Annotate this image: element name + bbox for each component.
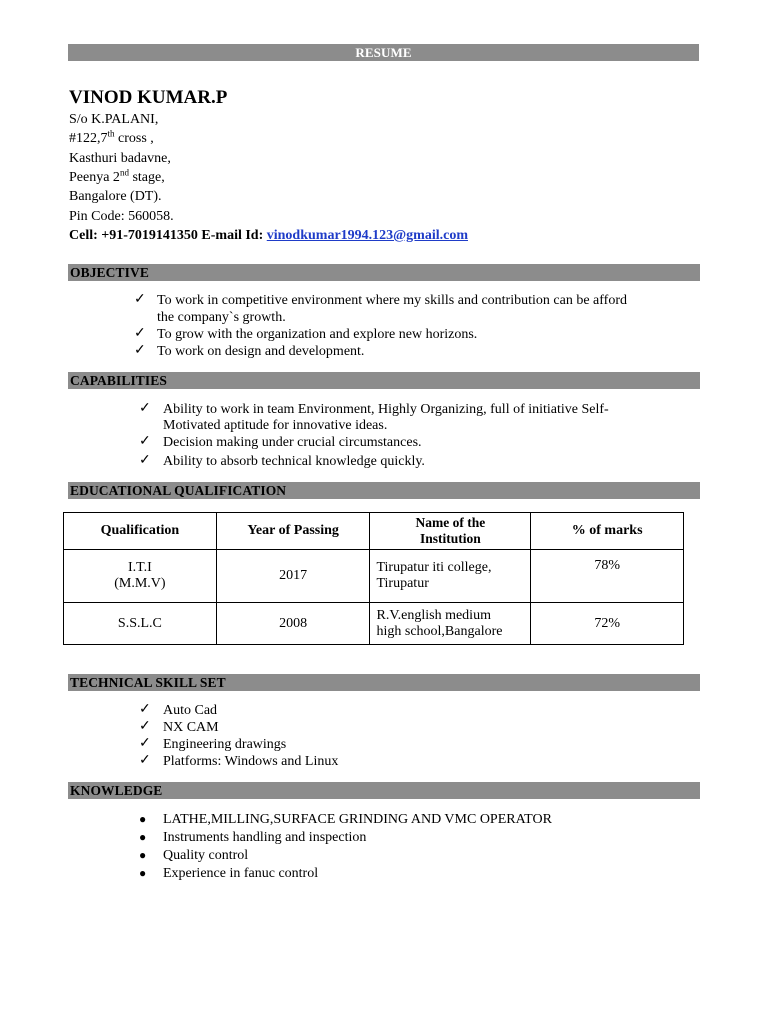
capability-item-2: Decision making under crucial circumstances. — [163, 435, 422, 450]
address-line-4: Peenya 2nd stage, — [69, 167, 165, 185]
address-line-1: S/o K.PALANI, — [69, 112, 159, 127]
skills-heading: TECHNICAL SKILL SET — [68, 674, 700, 691]
bullet-dot-icon: ● — [139, 866, 147, 880]
column-header-year: Year of Passing — [216, 513, 370, 550]
check-mark-icon: ✓ — [139, 434, 151, 449]
skill-item-4: Platforms: Windows and Linux — [163, 754, 339, 769]
table-row — [64, 603, 684, 645]
bullet-dot-icon: ● — [139, 848, 147, 862]
capability-item-3: Ability to absorb technical knowledge quickly. — [163, 454, 425, 469]
check-mark-icon: ✓ — [139, 753, 151, 768]
objective-item-1: To work in competitive environment where my skills and contribution can be afford — [157, 293, 627, 308]
check-mark-icon: ✓ — [139, 453, 151, 468]
check-mark-icon: ✓ — [139, 719, 151, 734]
cell-label: Cell: +91-7019141350 E-mail Id: — [69, 228, 267, 243]
table-header-row — [64, 513, 684, 550]
check-mark-icon: ✓ — [139, 702, 151, 717]
bullet-dot-icon: ● — [139, 830, 147, 844]
education-heading: EDUCATIONAL QUALIFICATION — [68, 482, 700, 499]
qualification-cell: S.S.L.C — [64, 603, 217, 645]
objective-item-1-cont: the company`s growth. — [157, 310, 286, 325]
marks-cell: 78% — [531, 550, 684, 603]
knowledge-item-1: LATHE,MILLING,SURFACE GRINDING AND VMC OPERATOR — [163, 812, 552, 827]
bullet-dot-icon: ● — [139, 812, 147, 826]
check-mark-icon: ✓ — [134, 343, 146, 358]
year-cell: 2008 — [216, 603, 370, 645]
resume-title: RESUME — [355, 45, 412, 60]
check-mark-icon: ✓ — [134, 326, 146, 341]
resume-title-bar — [68, 44, 699, 61]
skill-item-1: Auto Cad — [163, 703, 218, 718]
address-line-5: Bangalore (DT). — [69, 189, 162, 204]
knowledge-heading: KNOWLEDGE — [68, 782, 700, 799]
knowledge-item-4: Experience in fanuc control — [163, 866, 319, 881]
email-link[interactable]: vinodkumar1994.123@gmail.com — [266, 228, 468, 243]
capability-item-1-cont: Motivated aptitude for innovative ideas. — [163, 418, 388, 433]
objective-heading: OBJECTIVE — [68, 264, 700, 281]
knowledge-item-2: Instruments handling and inspection — [163, 830, 367, 845]
skill-item-2: NX CAM — [163, 720, 219, 735]
column-header-marks: % of marks — [531, 513, 684, 550]
skill-item-3: Engineering drawings — [163, 737, 287, 752]
marks-cell: 72% — [531, 603, 684, 645]
capability-item-1: Ability to work in team Environment, Highly Organizing, full of initiative Self- — [163, 402, 609, 417]
knowledge-item-3: Quality control — [163, 848, 249, 863]
qualification-cell: I.T.I (M.M.V) — [64, 550, 217, 603]
address-line-2: #122,7th cross , — [69, 128, 154, 146]
check-mark-icon: ✓ — [139, 736, 151, 751]
column-header-institution: Name of the Institution — [370, 513, 531, 550]
address-line-3: Kasthuri badavne, — [69, 151, 171, 166]
year-cell: 2017 — [216, 550, 370, 603]
capabilities-heading: CAPABILITIES — [68, 372, 700, 389]
contact-line — [69, 227, 468, 245]
education-table — [63, 512, 684, 645]
institution-cell: Tirupatur iti college, Tirupatur — [370, 550, 531, 603]
table-row — [64, 550, 684, 603]
column-header-qualification: Qualification — [64, 513, 217, 550]
institution-cell: R.V.english medium high school,Bangalore — [370, 603, 531, 645]
objective-item-3: To work on design and development. — [157, 344, 365, 359]
candidate-name: VINOD KUMAR.P — [69, 87, 228, 108]
check-mark-icon: ✓ — [134, 292, 146, 307]
pin-code: Pin Code: 560058. — [69, 209, 174, 224]
objective-item-2: To grow with the organization and explore new horizons. — [157, 327, 478, 342]
check-mark-icon: ✓ — [139, 401, 151, 416]
